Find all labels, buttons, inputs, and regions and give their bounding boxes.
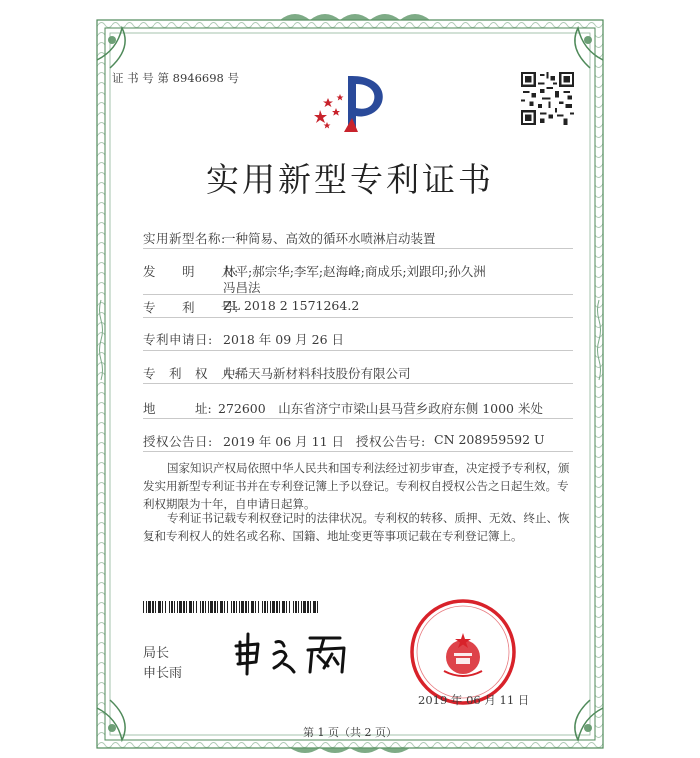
qr-code-icon — [521, 72, 574, 125]
barcode-bar — [183, 601, 185, 613]
barcode-bar — [289, 601, 290, 613]
barcode-bar — [224, 601, 225, 613]
grant-date-label: 授权公告日: — [143, 434, 213, 449]
certificate-number — [112, 70, 239, 86]
divider — [143, 317, 573, 318]
barcode-bar — [303, 601, 306, 613]
barcode-bar — [231, 601, 232, 613]
divider — [143, 418, 573, 419]
divider — [143, 350, 573, 351]
filing-date-label: 专利申请日: — [143, 332, 213, 347]
divider — [143, 294, 573, 295]
patentee-label: 专 利 权 人: — [143, 366, 239, 381]
certificate-number-suffix: 号 — [227, 71, 239, 85]
patent-number-label: 专 利 号: — [143, 300, 239, 315]
barcode-bar — [282, 601, 285, 613]
barcode-bar — [158, 601, 161, 613]
patent-number-value: ZL 2018 2 1571264.2 — [223, 298, 360, 313]
barcode-bar — [272, 601, 275, 613]
grant-number-label: 授权公告号: — [356, 434, 426, 449]
patent-office-logo-icon — [312, 70, 392, 136]
utility-model-name-value: 一种简易、高效的循环水喷淋启动装置 — [223, 231, 436, 246]
divider — [143, 248, 573, 249]
barcode-bar — [189, 601, 192, 613]
inventor-value-line2: 冯昌法 — [223, 280, 261, 295]
barcode-bar — [301, 601, 302, 613]
barcode-bar — [264, 601, 266, 613]
barcode-bar — [146, 601, 147, 613]
barcode-bar — [205, 601, 206, 613]
inventor-value-line1: 林平;郝宗华;李军;赵海峰;商成乐;刘跟印;孙久洲 — [223, 264, 486, 279]
director-name: 申长雨 — [143, 666, 183, 681]
divider — [143, 383, 573, 384]
barcode-bar — [155, 601, 156, 613]
divider — [143, 451, 573, 452]
grant-number-value: CN 208959592 U — [434, 432, 545, 447]
barcode-bar — [148, 601, 151, 613]
barcode-bar — [186, 601, 187, 613]
barcode-bar — [177, 601, 178, 613]
filing-date-value: 2018 年 09 月 26 日 — [223, 332, 344, 347]
barcode-bar — [286, 601, 287, 613]
barcode-bar — [162, 601, 163, 613]
certificate-number-label: 证 书 号 第 — [112, 71, 169, 85]
barcode-bar — [169, 601, 170, 613]
address-value: 272600 山东省济宁市梁山县马营乡政府东侧 1000 米处 — [218, 401, 543, 416]
handwritten-signature — [232, 628, 362, 678]
certificate-title: 实用新型专利证书 — [206, 160, 494, 199]
barcode-bar — [241, 601, 244, 613]
barcode-bar — [298, 601, 299, 613]
barcode-bar — [193, 601, 194, 613]
barcode-bar — [152, 601, 154, 613]
inventor-label: 发 明 人: — [143, 264, 239, 279]
barcode-bar — [220, 601, 223, 613]
barcode-bar — [313, 601, 316, 613]
barcode-bar — [276, 601, 278, 613]
director-title: 局长 — [143, 646, 170, 661]
barcode-bar — [262, 601, 263, 613]
barcode-bar — [245, 601, 247, 613]
barcode-bar — [293, 601, 294, 613]
barcode-bar — [171, 601, 173, 613]
address-label-right: 址: — [195, 401, 212, 416]
barcode-bar — [217, 601, 218, 613]
page-indicator: 第 1 页（共 2 页） — [303, 726, 397, 739]
barcode-bar — [210, 601, 213, 613]
seal-date: 2019 年 06 月 11 日 — [418, 693, 530, 707]
barcode-bar — [258, 601, 259, 613]
barcode-bar — [239, 601, 240, 613]
barcode-bar — [307, 601, 309, 613]
official-seal-icon — [408, 597, 518, 707]
address-label-left: 地 — [143, 401, 156, 416]
barcode-bar — [227, 601, 228, 613]
barcode-bar — [202, 601, 204, 613]
barcode-bar — [165, 601, 166, 613]
barcode-icon — [143, 601, 318, 613]
certificate-number-value: 8946698 — [172, 71, 224, 85]
barcode-bar — [279, 601, 280, 613]
grant-date-value: 2019 年 06 月 11 日 — [223, 434, 344, 449]
barcode-bar — [196, 601, 197, 613]
barcode-bar — [236, 601, 237, 613]
barcode-bar — [248, 601, 249, 613]
barcode-bar — [208, 601, 209, 613]
barcode-bar — [174, 601, 175, 613]
barcode-bar — [214, 601, 216, 613]
barcode-bar — [310, 601, 311, 613]
notice-paragraph-1: 国家知识产权局依照中华人民共和国专利法经过初步审查，决定授予专利权，颁发实用新型专利证书并在专利登记簿上予以登记。专利权自授权公告之日起生效。专利权期限为十年，自申请日起算。 — [143, 461, 570, 511]
barcode-bar — [270, 601, 271, 613]
barcode-bar — [267, 601, 268, 613]
patentee-value: 中稀天马新材料科技股份有限公司 — [223, 366, 411, 381]
barcode-bar — [143, 601, 144, 613]
barcode-bar — [255, 601, 256, 613]
barcode-bar — [200, 601, 201, 613]
barcode-bar — [179, 601, 182, 613]
utility-model-name-label: 实用新型名称: — [143, 231, 226, 246]
barcode-bar — [295, 601, 297, 613]
barcode-bar — [317, 601, 318, 613]
notice-paragraph-2: 专利证书记载专利权登记时的法律状况。专利权的转移、质押、无效、终止、恢复和专利权人的姓名或名称、国籍、地址变更等事项记载在专利登记簿上。 — [143, 511, 570, 543]
barcode-bar — [233, 601, 235, 613]
barcode-bar — [251, 601, 254, 613]
